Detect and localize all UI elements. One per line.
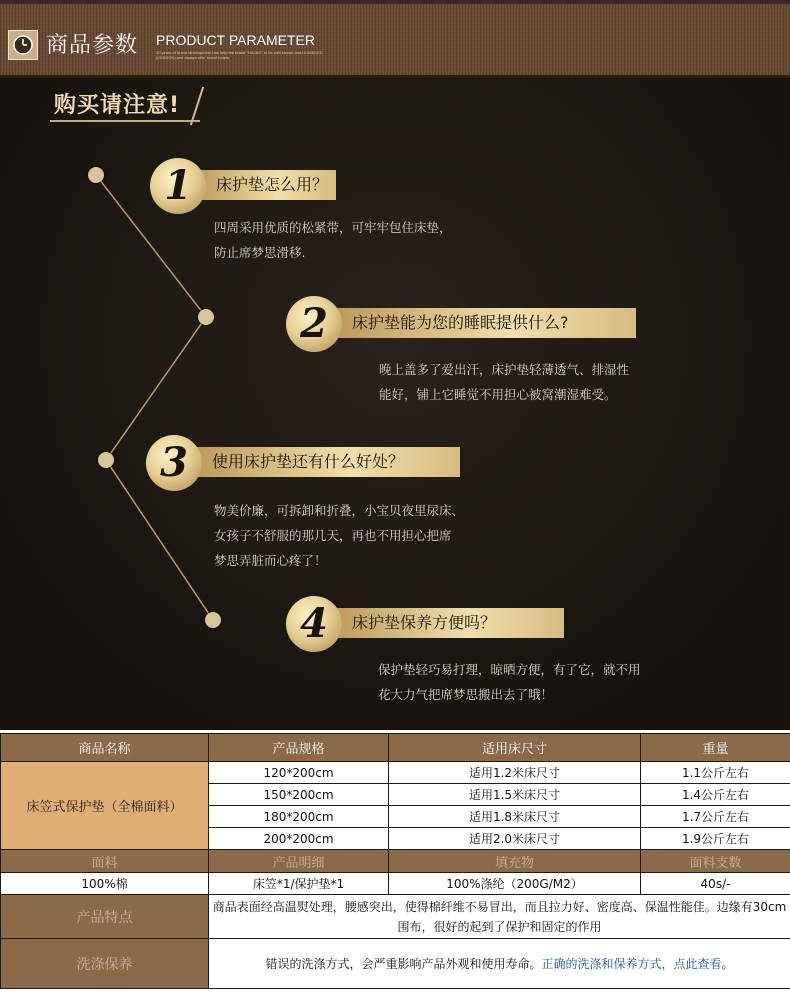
product-parameter-banner — [0, 0, 790, 78]
fabric-cell: 100%棉 — [1, 873, 209, 895]
care-instructions-link[interactable]: 正确的洗涤和保养方式，点此查看 — [541, 956, 722, 971]
features-label: 产品特点 — [1, 895, 209, 939]
question-number: 3 — [146, 435, 202, 491]
features-row — [1, 895, 790, 939]
answer-line: 四周采用优质的松紧带，可牢牢包住床垫， — [214, 220, 452, 235]
details-cell: 床笠*1/保护垫*1 — [209, 873, 389, 895]
care-text: 错误的洗涤方式，会严重影响产品外观和使用寿命。 — [265, 956, 542, 971]
bed-cell: 适用1.5米床尺寸 — [389, 784, 641, 806]
bed-cell: 适用2.0米床尺寸 — [389, 828, 641, 850]
bed-cell: 适用1.2米床尺寸 — [389, 762, 641, 784]
care-row — [1, 939, 790, 989]
size-cell: 180*200cm — [209, 806, 389, 828]
question-text: 床护垫能为您的睡眠提供什么? — [326, 308, 636, 338]
banner-title: 商品参数 — [46, 33, 139, 58]
table-row — [1, 873, 790, 895]
weight-cell: 1.7公斤左右 — [641, 806, 790, 828]
size-cell: 200*200cm — [209, 828, 389, 850]
question-text: 床护垫保养方便吗？ — [326, 608, 564, 638]
answer-line: 晚上盖多了爱出汗，床护垫轻薄透气、排湿性 — [379, 362, 630, 377]
banner-tiny-text: 30 years of brand development has help the brand "HAJAG" to be well known and HOMEKED (CEBSON) and always offer brand hotels. — [156, 50, 323, 60]
question-number: 4 — [286, 596, 342, 652]
header-weight: 重量 — [641, 734, 790, 762]
features-text: 商品表面经高温熨处理，腰感突出，使得棉纤维不易冒出，而且拉力好、密度高、保温性能佳。边缘有30cm围布，很好的起到了保护和固定的作用 — [209, 895, 790, 939]
care-cell — [209, 939, 790, 989]
question-number: 2 — [286, 296, 342, 352]
header-details: 产品明细 — [209, 850, 389, 873]
product-name-cell: 床笠式保护垫（全棉面料） — [1, 762, 209, 850]
header-product-name: 商品名称 — [1, 734, 209, 762]
answer-line: 花大力气把席梦思搬出去了哦！ — [378, 687, 554, 702]
weight-cell: 1.1公斤左右 — [641, 762, 790, 784]
answer-line: 梦思弄脏而心疼了！ — [214, 553, 327, 568]
header-spec: 产品规格 — [209, 734, 389, 762]
header-bed-size: 适用床尺寸 — [389, 734, 641, 762]
answer-line: 能好，铺上它睡觉不用担心被窝潮湿难受。 — [379, 387, 617, 402]
faq-answer-3 — [214, 498, 464, 573]
answer-line: 保护垫轻巧易打理，晾晒方便，有了它，就不用 — [378, 662, 641, 677]
care-label: 洗涤保养 — [1, 939, 209, 989]
faq-panel — [0, 78, 790, 730]
timeline-dot — [98, 452, 114, 468]
answer-line: 女孩子不舒服的那几天，再也不用担心把席 — [214, 528, 452, 543]
size-cell: 120*200cm — [209, 762, 389, 784]
answer-line: 防止席梦思滑移. — [214, 245, 306, 260]
header-fabric: 面料 — [1, 850, 209, 873]
faq-answer-4 — [378, 657, 641, 707]
timeline-dot — [88, 167, 104, 183]
notice-title: 购买请注意! — [54, 93, 181, 118]
faq-answer-2 — [379, 357, 629, 407]
header-thread-count: 面料支数 — [641, 850, 790, 873]
header-filling: 填充物 — [389, 850, 641, 873]
weight-cell: 1.9公斤左右 — [641, 828, 790, 850]
weight-cell: 1.4公斤左右 — [641, 784, 790, 806]
clock-icon — [8, 30, 38, 60]
table-header-row-2 — [1, 850, 790, 873]
answer-line: 物美价廉，可拆卸和折叠，小宝贝夜里尿床、 — [214, 503, 465, 518]
filling-cell: 100%涤纶（200G/M2） — [389, 873, 641, 895]
question-text: 使用床护垫还有什么好处？ — [186, 447, 460, 477]
spec-table — [0, 733, 790, 989]
table-header-row — [1, 734, 790, 762]
banner-subtitle: PRODUCT PARAMETER — [156, 32, 315, 48]
thread-count-cell: 40s/- — [641, 873, 790, 895]
bed-cell: 适用1.8米床尺寸 — [389, 806, 641, 828]
care-text-end: 。 — [721, 956, 734, 971]
timeline-dot — [198, 309, 214, 325]
faq-answer-1 — [214, 215, 452, 265]
table-row — [1, 762, 790, 784]
question-text: 床护垫怎么用？ — [190, 170, 336, 200]
size-cell: 150*200cm — [209, 784, 389, 806]
timeline-dot — [205, 612, 221, 628]
question-number: 1 — [150, 158, 206, 214]
